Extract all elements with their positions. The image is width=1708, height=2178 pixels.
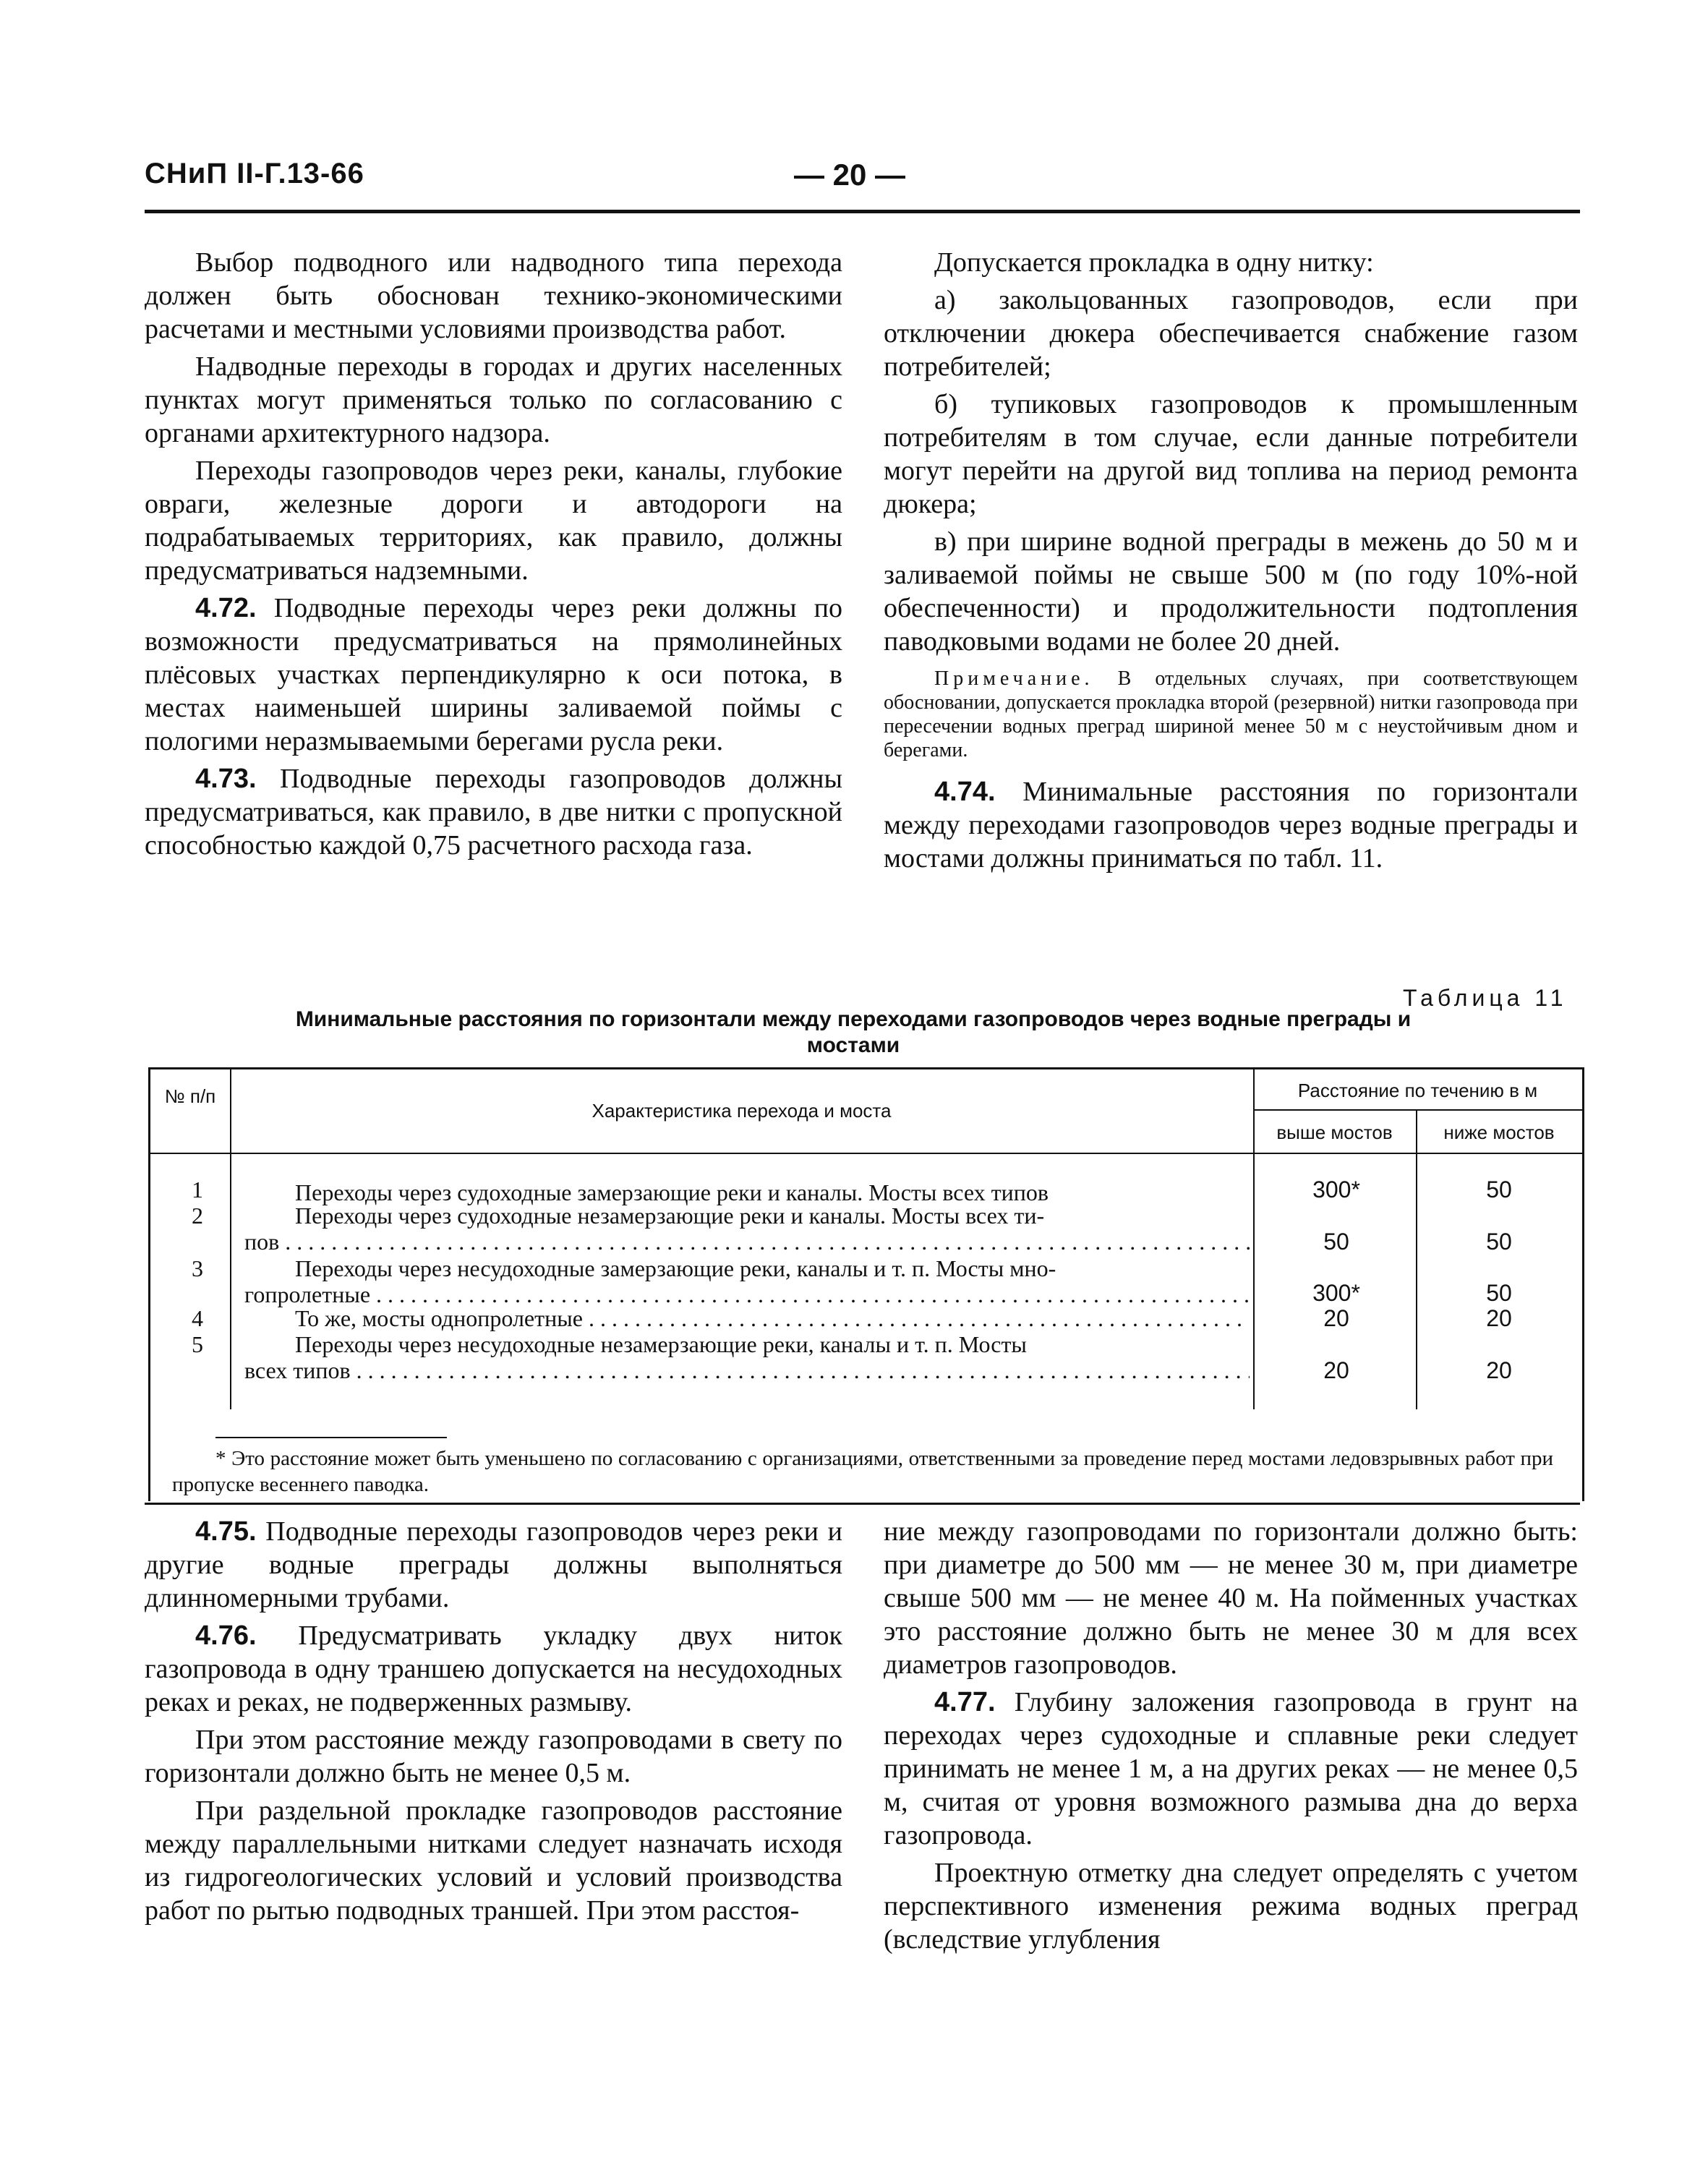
row-text: Переходы через судоходные незамерзающие реки и каналы. Мосты всех ти- — [295, 1203, 1045, 1229]
table-title: Минимальные расстояния по горизонтали между переходами газопроводов через водные преграды и мостами — [295, 1007, 1412, 1057]
left-column-top — [145, 246, 842, 866]
paragraph: При этом расстояние между газопроводами в свету по горизонтали должно быть не менее 0,5 м. — [145, 1725, 842, 1788]
table-number: Таблица 11 — [1403, 985, 1568, 1011]
clause-number: 4.73. — [195, 764, 257, 794]
table-bottom-rule — [145, 1503, 1580, 1505]
clause-number: 4.74. — [934, 777, 996, 807]
list-item-b: б) тупиковых газопроводов к промышленным потребителям в том случае, если данные потребители могут перейти на другой вид топлива на период ремонта дюкера; — [884, 389, 1578, 519]
row-number: 5 — [192, 1331, 203, 1357]
footnote-rule — [215, 1437, 447, 1438]
value-above: 20 — [1323, 1357, 1349, 1383]
note-label: Примечание. — [934, 667, 1094, 690]
right-column-bottom — [884, 1515, 1578, 1960]
clause-text: Глубину заложения газопровода в грунт на переходах через судоходные и сплавные реки следует принимать не менее 1 м, а на других реках — не менее 0,5 м, считая от уровня возможного размыва дна до верха газопровода. — [884, 1687, 1578, 1850]
value-above: 20 — [1323, 1305, 1349, 1331]
distances-table — [148, 1067, 1584, 1501]
list-item-c: в) при ширине водной преграды в межень до 50 м и заливаемой поймы не свыше 500 м (по году 10%-ной обеспеченности) и продолжительности подтопления паводковыми водами не более 20 дней. — [884, 526, 1578, 657]
clause-text: Подводные переходы через реки должны по возможности предусматриваться на прямолинейных плёсовых участках перпендикулярно к оси потока, в местах наименьшей ширины заливаемой поймы с пологими неразмываемыми берегами русла реки. — [145, 593, 843, 756]
table-row — [244, 1203, 1250, 1255]
paragraph: Выбор подводного или надводного типа перехода должен быть обоснован технико-экономическими расчетами и местными условиями производства работ. — [145, 247, 842, 344]
value-above: 300* — [1312, 1176, 1360, 1203]
row-text-continued: пов . . . — [244, 1229, 1250, 1255]
document-code: СНиП II-Г.13-66 — [145, 158, 364, 189]
list-item-a: а) закольцованных газопроводов, если при отключении дюкера обеспечивается снабжение газом потребителей; — [884, 285, 1578, 382]
paragraph: При раздельной прокладке газопроводов расстояние между параллельными нитками следует назначать исходя из гидрогеологических условий и условий производства работ по рытью подводных траншей. При этом расстоя- — [145, 1795, 842, 1926]
clause-text: Подводные переходы газопроводов должны предусматриваться, как правило, в две нитки с пропускной способностью каждой 0,75 расчетного расхода газа. — [145, 764, 842, 860]
row-text: Переходы через несудоходные незамерзающие реки, каналы и т. п. Мосты — [295, 1331, 1027, 1357]
paragraph: Допускается прокладка в одну нитку: — [934, 247, 1374, 278]
header-rule — [145, 210, 1580, 213]
row-number: 3 — [192, 1255, 203, 1281]
row-number: 4 — [192, 1305, 203, 1331]
table-row — [244, 1255, 1250, 1307]
clause-text: Подводные переходы газопроводов через реки и другие водные преграды должны выполняться длинномерными трубами. — [145, 1516, 842, 1613]
clause-text: Минимальные расстояния по горизонтали между переходами газопроводов через водные преграды и мостами должны приниматься по табл. 11. — [884, 777, 1578, 874]
clause-number: 4.77. — [934, 1687, 996, 1717]
paragraph-4-73 — [145, 762, 842, 862]
value-below: 20 — [1486, 1305, 1512, 1331]
table-divider — [1416, 1109, 1417, 1409]
paragraph-continued: ние между газопроводами по горизонтали должно быть: при диаметре до 500 мм — не менее 30 м, при диаметре свыше 500 мм — не менее 40 м. На пойменных участках это расстояние должно быть не менее 30 м для всех диаметров газопроводов. — [884, 1516, 1578, 1680]
left-column-bottom — [145, 1515, 842, 1931]
row-text-continued: всех типов . . . — [244, 1357, 1250, 1383]
paragraph-4-72 — [145, 592, 842, 758]
paragraph: Проектную отметку дна следует определять с учетом перспективного изменения режима водных преград (вследствие углубления — [884, 1858, 1578, 1955]
paragraph-4-76 — [145, 1619, 842, 1719]
right-column-top — [884, 246, 1578, 879]
paragraph-4-75 — [145, 1515, 842, 1615]
value-above: 50 — [1323, 1229, 1349, 1255]
row-text-continued: гопролетные . . . — [244, 1281, 1250, 1307]
paragraph-4-74 — [884, 775, 1578, 875]
clause-number: 4.76. — [195, 1620, 257, 1651]
header-distance: Расстояние по течению в м — [1297, 1080, 1538, 1101]
note-text: В отдельных случаях, при соответствующем обосновании, допускается прокладка второй (резервной) нитки газопровода при пересечении водных преград шириной менее 50 м с неустойчивым дном и берегами. — [884, 667, 1578, 761]
paragraph: Надводные переходы в городах и других населенных пунктах могут применяться только по согласованию с органами архитектурного надзора. — [145, 351, 842, 448]
table-header-rule — [150, 1153, 1582, 1154]
header-below-bridges: ниже мостов — [1443, 1122, 1555, 1143]
table-divider — [1253, 1109, 1582, 1111]
table-row — [244, 1179, 1250, 1205]
header-above-bridges: выше мостов — [1276, 1122, 1393, 1143]
row-number: 2 — [192, 1203, 203, 1229]
header-characteristic: Характеристика перехода и моста — [592, 1100, 892, 1122]
row-number: 1 — [192, 1176, 203, 1203]
row-text: Переходы через несудоходные замерзающие реки, каналы и т. п. Мосты мно- — [295, 1255, 1056, 1281]
value-below: 50 — [1486, 1229, 1512, 1255]
value-below: 50 — [1486, 1280, 1512, 1306]
header-number: № п/п — [164, 1085, 216, 1107]
row-text: Переходы через судоходные замерзающие реки и каналы. Мосты всех типов — [295, 1179, 1049, 1205]
value-below: 50 — [1486, 1176, 1512, 1203]
note — [884, 667, 1578, 762]
row-text: То же, мосты однопролетные . . . — [244, 1305, 1250, 1331]
table-divider — [1253, 1069, 1255, 1409]
table-row — [244, 1305, 1250, 1331]
page-number: — 20 — — [794, 158, 906, 192]
paragraph: Переходы газопроводов через реки, каналы, глубокие овраги, железные дороги и автодороги на подрабатываемых территориях, как правило, должны предусматриваться надземными. — [145, 456, 842, 586]
value-below: 20 — [1486, 1357, 1512, 1383]
value-above: 300* — [1312, 1280, 1360, 1306]
clause-text: Предусматривать укладку двух ниток газопровода в одну траншею допускается на несудоходных реках и реках, не подверженных размыву. — [145, 1620, 842, 1717]
table-footnote: * Это расстояние может быть уменьшено по согласованию с организациями, ответственными за проведение перед мостами ледовзрывных работ при пропуске весеннего паводка. — [172, 1447, 1553, 1496]
paragraph-4-77 — [884, 1686, 1578, 1852]
clause-number: 4.72. — [195, 593, 257, 623]
table-row — [244, 1331, 1250, 1383]
clause-number: 4.75. — [195, 1516, 257, 1547]
